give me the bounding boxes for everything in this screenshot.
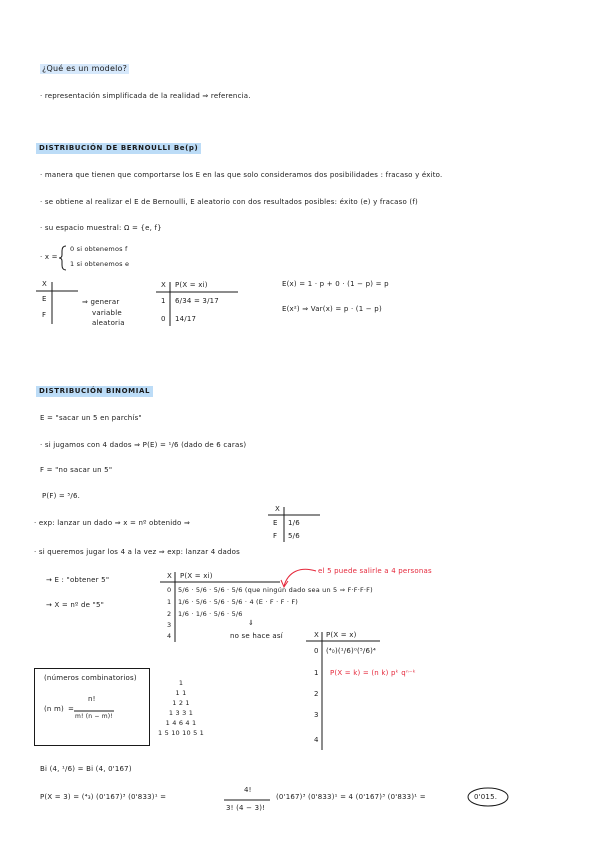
bernoulli-line-2: · se obtiene al realizar el E de Bernoulli, E aleatorio con dos resultados posibles: éxito (e) y fracaso (f) [40,198,418,206]
x-definition-lead: · x = [40,253,58,261]
right-table-x: 3 [314,711,319,719]
small-table-x: F [273,532,278,540]
big-table-x: 1 [167,598,172,606]
brace-icon [59,246,66,270]
combination-symbol: (n m) [44,705,64,713]
small-table-p: 5/6 [288,532,300,540]
strikethrough-arrow-icon: ⇓ [248,619,255,627]
bernoulli-left-row: E [42,295,47,303]
p3-numerator: 4! [244,786,252,794]
binomial-parameters: Bi (4, ¹/6) = Bi (4, 0'167) [40,765,132,773]
bernoulli-line-1: · manera que tienen que comportarse los E en las que solo consideramos dos posibilidades : fracaso y éxito. [40,171,443,179]
bernoulli-table-x: 0 [161,315,166,323]
x-definition-case-0: 0 si obtenemos f [70,245,128,253]
big-table-x: 2 [167,610,172,618]
binomial-title: DISTRIBUCIÓN BINOMIAL [36,386,153,397]
generate-label: ⇒ generar [82,298,120,306]
model-definition: · representación simplificada de la realidad ⇒ referencia. [40,92,251,100]
p3-lhs: P(X = 3) = (⁴₃) (0'167)³ (0'833)¹ = [40,793,167,801]
expectation-formula: E(x) = 1 · p + 0 · (1 − p) = p [282,280,389,288]
experiment-line: · exp: lanzar un dado ⇒ x = nº obtenido ⇒ [34,519,191,527]
variance-formula: E(x²) ⇒ Var(x) = p · (1 − p) [282,305,382,313]
combinatorics-title: (números combinatorios) [44,674,137,682]
right-table-x: 0 [314,647,319,655]
big-table-col-x: X [167,572,172,580]
pascal-row: 1 1 [175,689,187,697]
four-at-once-line: · si queremos jugar los 4 a la vez ⇒ exp: lanzar 4 dados [34,548,240,556]
generate-label-3: aleatoria [92,319,125,327]
p3-rhs: (0'167)³ (0'833)¹ = 4 (0'167)³ (0'833)¹ = [276,793,426,801]
red-annotation: el 5 puede salirle a 4 personas [318,567,432,575]
small-table-header: X [275,505,280,513]
event-e-definition: E = "sacar un 5 en parchís" [40,414,142,422]
x-count-of-5: → X = nº de "5" [46,601,105,609]
big-table-p: 5/6 · 5/6 · 5/6 · 5/6 (que ningún dado sea un 5 ⇒ F·F·F·F) [178,586,373,594]
equals-sign: = [68,705,75,713]
right-table-p: (⁴₀)(¹/6)⁰(⁵/6)⁴ [326,647,377,655]
bernoulli-table-col-x: X [161,281,166,289]
right-table-col-p: P(X = x) [326,631,357,639]
generate-label-2: variable [92,309,122,317]
pascal-row: 1 3 3 1 [168,709,194,717]
question-heading: ¿Qué es un modelo? [42,64,128,73]
big-table-p: 1/6 · 1/6 · 5/6 · 5/6 [178,610,243,618]
pascal-row: 1 [178,679,184,687]
combination-numerator: n! [88,695,96,703]
pascal-row: 1 5 10 10 5 1 [157,729,205,737]
bernoulli-left-header: X [42,280,47,288]
pascal-row: 1 2 1 [172,699,190,707]
small-table-x: E [273,519,278,527]
bernoulli-title: DISTRIBUCIÓN DE BERNOULLI Be(p) [36,143,201,154]
p3-result: 0'015. [474,793,498,801]
result-circle [468,788,508,806]
bernoulli-left-row: F [42,311,47,319]
combination-denominator: m! (n − m)! [75,713,113,720]
big-table-col-p: P(X = xi) [180,572,213,580]
small-table-p: 1/6 [288,519,300,527]
not-this-way-note: no se hace así [230,632,283,640]
sample-space: · su espacio muestral: Ω = {e, f} [40,224,162,232]
red-arrow-icon [284,569,316,586]
right-table-x: 2 [314,690,319,698]
bernoulli-table-p: 6/34 = 3/17 [175,297,219,305]
pascal-row: 1 4 6 4 1 [165,719,197,727]
four-dice-line: · si jugamos con 4 dados ⇒ P(E) = ¹/6 (dado de 6 caras) [40,441,247,449]
big-table-x: 0 [167,586,172,594]
right-table-x: 4 [314,736,319,744]
big-table-x: 3 [167,621,172,629]
bernoulli-table-p: 14/17 [175,315,197,323]
big-table-p: 1/6 · 5/6 · 5/6 · 5/6 · 4 (E · F · F · F) [178,598,299,606]
binomial-pmf-formula: P(X = k) = (n k) pᵏ qⁿ⁻ᵏ [330,669,416,677]
bernoulli-table-x: 1 [161,297,166,305]
right-table-x: 1 [314,669,319,677]
event-f-definition: F = "no sacar un 5" [40,466,113,474]
pf-value: P(F) = ⁵/6. [42,492,81,500]
x-definition-case-1: 1 si obtenemos e [70,260,130,268]
p3-denominator: 3! (4 − 3)! [226,804,266,812]
big-table-x: 4 [167,632,172,640]
right-table-col-x: X [314,631,319,639]
event-obtain-5: → E : "obtener 5" [46,576,110,584]
bernoulli-table-col-p: P(X = xi) [175,281,208,289]
